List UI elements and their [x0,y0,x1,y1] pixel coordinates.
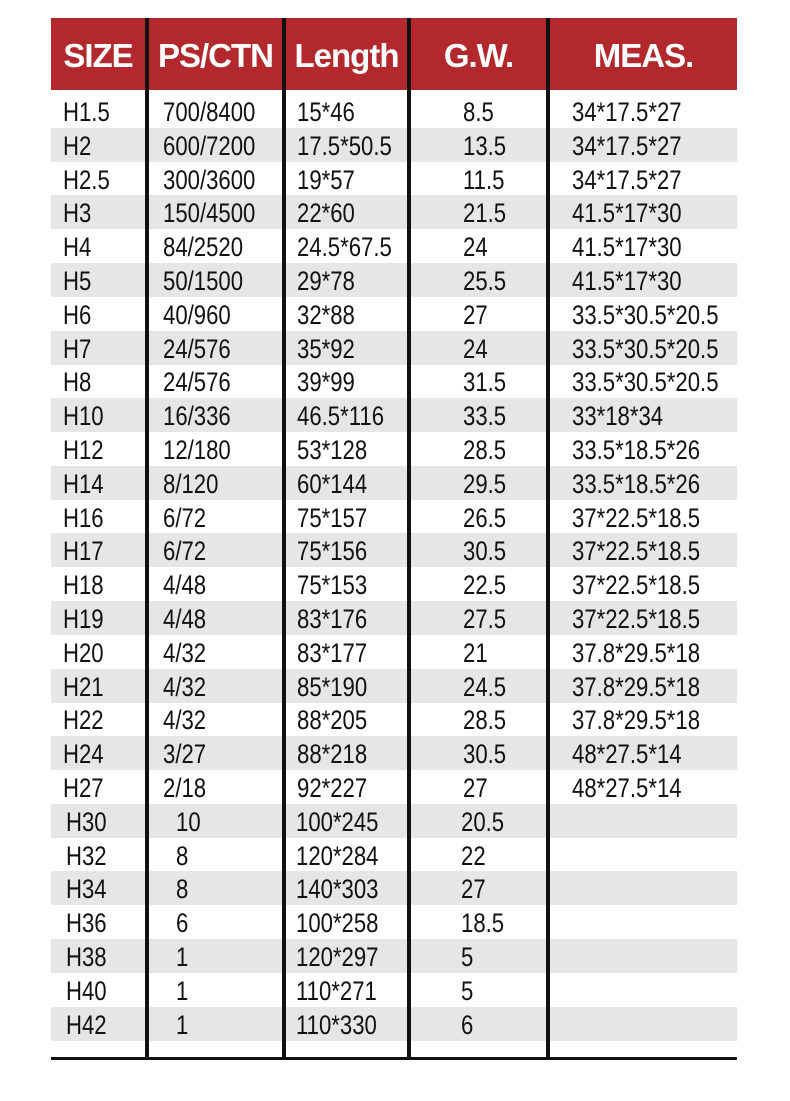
cell-length: 100*245 [296,806,379,837]
cell-length: 83*176 [297,604,368,634]
table-row [51,973,737,1007]
cell-measurement: 33.5*18.5*26 [572,435,701,465]
cell-gross-weight: 5 [461,975,474,1006]
cell-gross-weight: 20.5 [461,806,505,837]
cell-measurement: 37.8*29.5*18 [572,637,701,668]
cell-measurement: 37*22.5*18.5 [572,502,701,533]
cell-length: 15*46 [297,97,355,127]
cell-size: H12 [63,435,104,465]
cell-size: H36 [66,908,107,939]
cell-gross-weight: 29.5 [463,468,507,499]
cell-gross-weight: 21 [463,637,488,668]
cell-size: H8 [63,367,92,398]
cell-length: 29*78 [297,266,355,296]
cell-gross-weight: 28.5 [463,705,507,736]
cell-size: H24 [63,739,104,770]
table-row [51,533,737,567]
packing-spec-table [51,18,737,1060]
cell-ps-ctn: 1 [176,1009,189,1040]
table-row [51,500,737,534]
cell-size: H22 [63,705,104,736]
cell-length: 22*60 [297,198,355,229]
column-divider [282,18,286,1057]
cell-ps-ctn: 50/1500 [163,266,244,296]
cell-size: H16 [63,502,104,533]
cell-measurement: 37.8*29.5*18 [572,671,701,702]
cell-gross-weight: 27 [463,773,488,803]
table-row [51,331,737,365]
cell-gross-weight: 24 [463,232,488,263]
table-row [51,128,737,162]
cell-gross-weight: 5 [461,942,474,972]
header-gross-weight: G.W. [411,18,546,90]
cell-measurement: 33*18*34 [572,401,664,432]
cell-measurement: 48*27.5*14 [572,739,682,770]
table-row [51,1007,737,1041]
cell-size: H17 [63,536,104,567]
cell-length: 110*271 [296,975,377,1006]
cell-measurement: 41.5*17*30 [572,266,682,296]
table-header [51,18,737,90]
cell-ps-ctn: 150/4500 [163,198,256,229]
cell-ps-ctn: 6/72 [163,536,207,567]
cell-size: H34 [66,874,107,905]
table-row [51,263,737,297]
cell-length: 100*258 [296,908,379,939]
cell-ps-ctn: 2/18 [163,773,207,803]
cell-length: 83*177 [297,637,368,668]
table-row [51,432,737,466]
cell-size: H10 [63,401,104,432]
cell-length: 75*157 [297,502,368,533]
cell-ps-ctn: 1 [176,975,189,1006]
cell-gross-weight: 27 [461,874,486,905]
cell-ps-ctn: 8 [176,874,189,905]
cell-measurement: 33.5*18.5*26 [572,468,701,499]
cell-length: 35*92 [297,333,355,364]
cell-length: 120*284 [296,840,379,871]
cell-gross-weight: 11.5 [463,164,505,195]
cell-ps-ctn: 6 [176,908,189,939]
cell-ps-ctn: 700/8400 [163,97,256,127]
cell-ps-ctn: 40/960 [163,299,231,330]
cell-size: H30 [66,806,107,837]
cell-size: H6 [63,299,92,330]
bottom-rule [51,1057,737,1060]
cell-length: 53*128 [297,435,368,465]
table-row [51,736,737,770]
cell-ps-ctn: 4/32 [163,637,207,668]
table-row [51,669,737,703]
cell-gross-weight: 26.5 [463,502,507,533]
cell-length: 24.5*67.5 [297,232,392,263]
table-row [51,804,737,838]
cell-size: H19 [63,604,104,634]
cell-ps-ctn: 8/120 [163,468,219,499]
table-row [51,871,737,905]
cell-size: H40 [66,975,107,1006]
table-row [51,94,737,128]
table-row [51,364,737,398]
cell-ps-ctn: 16/336 [163,401,231,432]
column-divider [145,18,149,1057]
cell-size: H42 [66,1009,107,1040]
table-body [51,90,737,1057]
header-size: SIZE [51,18,145,90]
cell-ps-ctn: 4/32 [163,671,207,702]
cell-measurement: 34*17.5*27 [572,97,682,127]
table-row [51,838,737,872]
cell-size: H7 [63,333,92,364]
cell-ps-ctn: 4/48 [163,604,207,634]
cell-gross-weight: 27 [463,299,488,330]
cell-length: 110*330 [296,1009,377,1040]
cell-ps-ctn: 8 [176,840,189,871]
cell-size: H20 [63,637,104,668]
cell-ps-ctn: 84/2520 [163,232,244,263]
table-row [51,297,737,331]
cell-size: H18 [63,570,104,601]
cell-length: 46.5*116 [297,401,385,432]
table-row [51,466,737,500]
cell-size: H2.5 [63,164,110,195]
cell-size: H21 [63,671,104,702]
cell-gross-weight: 33.5 [463,401,507,432]
cell-measurement: 41.5*17*30 [572,232,682,263]
cell-gross-weight: 21.5 [463,198,507,229]
cell-gross-weight: 28.5 [463,435,507,465]
cell-size: H5 [63,266,92,296]
cell-length: 32*88 [297,299,355,330]
table-row [51,635,737,669]
cell-gross-weight: 13.5 [463,130,507,161]
cell-length: 39*99 [297,367,355,398]
cell-size: H2 [63,130,92,161]
table-row [51,229,737,263]
cell-measurement: 37*22.5*18.5 [572,604,701,634]
cell-size: H1.5 [63,97,110,127]
cell-gross-weight: 22.5 [463,570,507,601]
cell-ps-ctn: 3/27 [163,739,207,770]
table-row [51,770,737,804]
table-row [51,195,737,229]
cell-gross-weight: 30.5 [463,739,507,770]
cell-ps-ctn: 4/32 [163,705,207,736]
table-row [51,939,737,973]
column-divider [407,18,411,1057]
cell-measurement: 33.5*30.5*20.5 [572,299,719,330]
cell-length: 88*205 [297,705,368,736]
cell-measurement: 37*22.5*18.5 [572,536,701,567]
cell-size: H14 [63,468,104,499]
table-row [51,567,737,601]
table-row [51,398,737,432]
header-ps-ctn: PS/CTN [149,18,282,90]
column-divider [546,18,550,1057]
cell-gross-weight: 24.5 [463,671,507,702]
cell-size: H3 [63,198,92,229]
table-row [51,905,737,939]
cell-measurement: 48*27.5*14 [572,773,682,803]
cell-measurement: 33.5*30.5*20.5 [572,367,719,398]
cell-gross-weight: 25.5 [463,266,507,296]
cell-gross-weight: 31.5 [463,367,507,398]
cell-gross-weight: 30.5 [463,536,507,567]
cell-size: H4 [63,232,92,263]
cell-measurement: 37.8*29.5*18 [572,705,701,736]
cell-gross-weight: 8.5 [463,97,494,127]
cell-measurement: 41.5*17*30 [572,198,682,229]
cell-ps-ctn: 24/576 [163,367,231,398]
table-row [51,162,737,196]
cell-measurement: 34*17.5*27 [572,130,682,161]
cell-length: 60*144 [297,468,368,499]
cell-length: 140*303 [296,874,379,905]
cell-length: 75*153 [297,570,368,601]
cell-measurement: 33.5*30.5*20.5 [572,333,719,364]
cell-length: 17.5*50.5 [297,130,392,161]
cell-ps-ctn: 600/7200 [163,130,256,161]
cell-size: H32 [66,840,107,871]
cell-gross-weight: 22 [461,840,486,871]
cell-ps-ctn: 300/3600 [163,164,256,195]
table-row [51,702,737,736]
cell-length: 88*218 [297,739,368,770]
cell-length: 85*190 [297,671,368,702]
cell-length: 92*227 [297,773,368,803]
cell-measurement: 37*22.5*18.5 [572,570,701,601]
cell-ps-ctn: 1 [176,942,189,972]
cell-gross-weight: 18.5 [461,908,505,939]
header-length: Length [286,18,407,90]
cell-length: 120*297 [296,942,379,972]
cell-measurement: 34*17.5*27 [572,164,682,195]
cell-length: 19*57 [297,164,355,195]
table-row [51,601,737,635]
cell-gross-weight: 6 [461,1009,474,1040]
cell-gross-weight: 27.5 [463,604,507,634]
cell-ps-ctn: 4/48 [163,570,207,601]
cell-gross-weight: 24 [463,333,488,364]
header-measurement: MEAS. [550,18,737,90]
cell-ps-ctn: 24/576 [163,333,231,364]
cell-size: H27 [63,773,104,803]
cell-size: H38 [66,942,107,972]
cell-length: 75*156 [297,536,368,567]
cell-ps-ctn: 6/72 [163,502,207,533]
cell-ps-ctn: 12/180 [163,435,231,465]
cell-ps-ctn: 10 [176,806,201,837]
